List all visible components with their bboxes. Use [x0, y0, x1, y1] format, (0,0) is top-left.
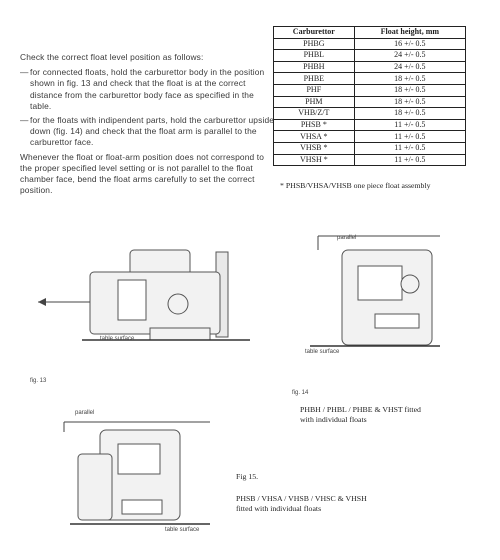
instruction-item: — for connected floats, hold the carburettor body in the position shown in fig. 13 and check that the float is at the correct distance from the carburettor body face as specified in the table. — [20, 67, 275, 112]
fig14-caption-line: PHBH / PHBL / PHBE & VHST fitted — [300, 405, 421, 414]
table-cell: PHBE — [274, 73, 355, 85]
table-cell: 18 +/- 0.5 — [354, 73, 465, 85]
fig15-caption-line: PHSB / VHSA / VHSB / VHSC & VHSH — [236, 494, 367, 503]
fig14-label: fig. 14 — [292, 390, 309, 396]
fig15-label: Fig 15. — [236, 472, 259, 481]
table-row — [274, 38, 466, 50]
instruction-item: — for the floats with indipendent parts, hold the carburettor upside down (fig. 14) and check that the float arm is parallel to the carburettor face. — [20, 115, 275, 148]
table-cell: VHSH * — [274, 154, 355, 166]
fig15-caption-line: fitted with individual floats — [236, 504, 322, 513]
table-cell: 24 +/- 0.5 — [354, 50, 465, 62]
instruction-item-text: for the floats with indipendent parts, hold the carburettor upside down (fig. 14) and check that the float arm is parallel to the carburettor face. — [30, 115, 275, 148]
fig14-carburettor-illustration — [300, 228, 450, 363]
fig14-caption-line: with individual floats — [300, 415, 367, 424]
instructions-text — [20, 52, 275, 200]
instructions-intro: Check the correct float level position as follows: — [20, 52, 204, 62]
table-row — [274, 119, 466, 131]
table-cell: PHBH — [274, 61, 355, 73]
column-header: Carburettor — [274, 27, 355, 39]
fig13-carburettor-illustration — [30, 232, 275, 362]
table-row — [274, 142, 466, 154]
table-row — [274, 131, 466, 143]
table-cell: 18 +/- 0.5 — [354, 84, 465, 96]
table-cell: 11 +/- 0.5 — [354, 119, 465, 131]
table-row — [274, 154, 466, 166]
float-height-table — [273, 26, 466, 166]
table-row — [274, 50, 466, 62]
fig13-label: fig. 13 — [30, 378, 47, 384]
fig15-parallel-label: parallel — [75, 410, 95, 416]
fig13-surface-label: table surface — [100, 336, 135, 342]
fig14-parallel-label: parallel — [337, 235, 357, 241]
fig14-surface-label: table surface — [305, 349, 340, 355]
table-cell: 16 +/- 0.5 — [354, 38, 465, 50]
table-cell: VHB/Z/T — [274, 108, 355, 120]
table-cell: 24 +/- 0.5 — [354, 61, 465, 73]
table-header-row — [274, 27, 466, 39]
fig15-surface-label: table surface — [165, 527, 200, 533]
table-cell: PHM — [274, 96, 355, 108]
table-cell: PHBG — [274, 38, 355, 50]
table-cell: 11 +/- 0.5 — [354, 154, 465, 166]
table-cell: PHBL — [274, 50, 355, 62]
table-cell: 18 +/- 0.5 — [354, 108, 465, 120]
fig15-caption — [236, 494, 367, 514]
column-header: Float height, mm — [354, 27, 465, 39]
table-row — [274, 73, 466, 85]
table-cell: 11 +/- 0.5 — [354, 142, 465, 154]
table-cell: VHSA * — [274, 131, 355, 143]
table-cell: 11 +/- 0.5 — [354, 131, 465, 143]
instructions-closing: Whenever the float or float-arm position does not correspond to the proper specified level setting or is not parallel to the float chamber face, bend the float arms carefully to set the correct position. — [20, 151, 265, 196]
table-cell: PHF — [274, 84, 355, 96]
table-row — [274, 61, 466, 73]
table-footnote: * PHSB/VHSA/VHSB one piece float assembly — [280, 181, 431, 190]
table-row — [274, 108, 466, 120]
instruction-item-text: for connected floats, hold the carburettor body in the position shown in fig. 13 and check that the float is at the correct distance from the carburettor body face as specified in the table. — [30, 67, 265, 111]
table-row — [274, 84, 466, 96]
fig15-carburettor-illustration — [60, 400, 230, 550]
table-cell: 18 +/- 0.5 — [354, 96, 465, 108]
fig14-caption — [300, 405, 421, 425]
table-cell: PHSB * — [274, 119, 355, 131]
table-row — [274, 96, 466, 108]
table-cell: VHSB * — [274, 142, 355, 154]
